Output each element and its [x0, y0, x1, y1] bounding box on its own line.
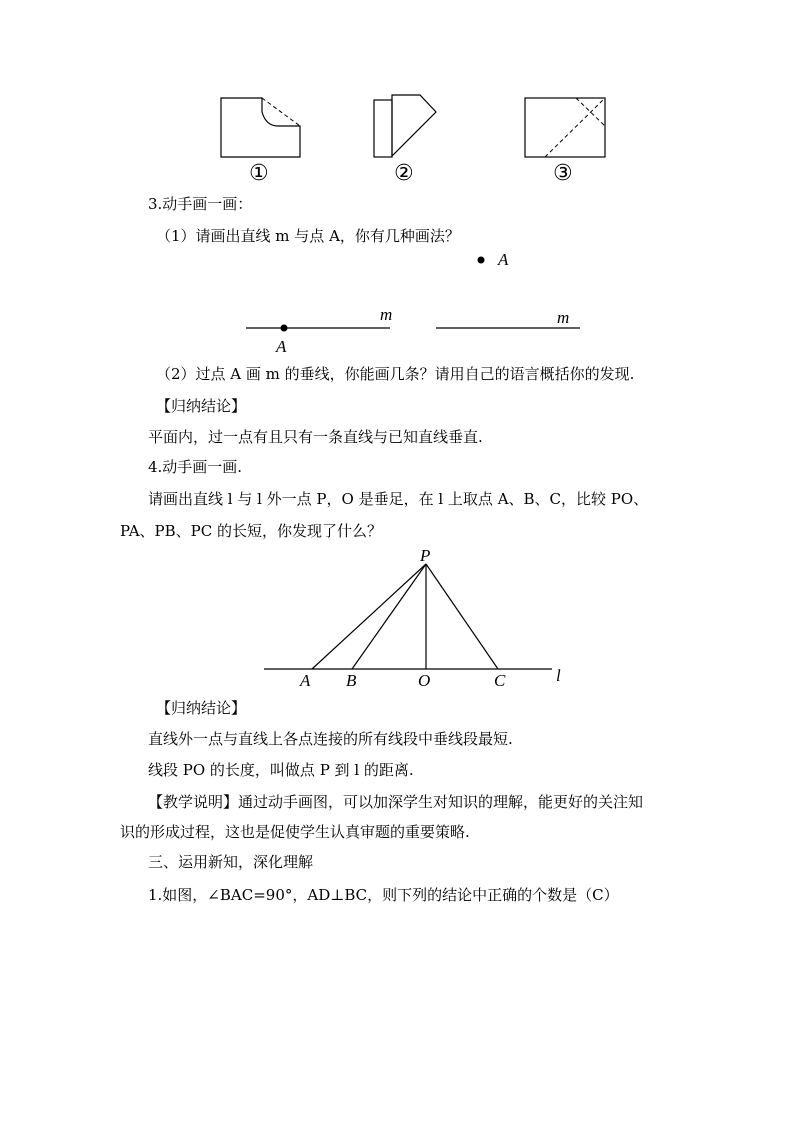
- section3-question1: （1）请画出直线 m 与点 A，你有几种画法？: [156, 227, 460, 245]
- conclusion2-text1: 直线外一点与直线上各点连接的所有线段中垂线段最短.: [148, 730, 513, 748]
- section4-text-line2: PA、PB、PC 的长短，你发现了什么？: [120, 522, 383, 540]
- label-o: O: [418, 671, 431, 690]
- line-m-left-label: m: [380, 305, 393, 324]
- segment-pc: [426, 564, 498, 669]
- figure-2-label: ②: [394, 161, 414, 186]
- section3-heading: 3.动手画一画：: [148, 195, 253, 213]
- label-b: B: [346, 671, 357, 690]
- section4-heading: 4.动手画一画.: [148, 458, 243, 476]
- conclusion1-heading: 【归纳结论】: [156, 397, 247, 415]
- teaching-note-line1: 【教学说明】通过动手画图，可以加深学生对知识的理解，能更好的关注知: [148, 793, 644, 811]
- point-a-label: A: [498, 250, 509, 269]
- figure-1-label: ①: [249, 161, 269, 186]
- line-m-right-label: m: [557, 308, 570, 327]
- conclusion2-text2: 线段 PO 的长度，叫做点 P 到 l 的距离.: [148, 761, 414, 779]
- figure-3-label: ③: [553, 161, 573, 186]
- label-a: A: [300, 671, 311, 690]
- conclusion1-text: 平面内，过一点有且只有一条直线与已知直线垂直.: [148, 428, 483, 446]
- label-c: C: [494, 671, 506, 690]
- label-l: l: [556, 666, 561, 685]
- teaching-note-line2: 识的形成过程，这也是促使学生认真审题的重要策略.: [120, 823, 470, 841]
- part3-heading: 三、运用新知，深化理解: [148, 853, 314, 871]
- section3-question2: （2）过点 A 画 m 的垂线，你能画几条？请用自己的语言概括你的发现.: [156, 365, 635, 383]
- point-a-on-line-label: A: [276, 337, 287, 356]
- conclusion2-heading: 【归纳结论】: [156, 699, 247, 717]
- segment-pa: [312, 564, 426, 669]
- part3-question1: 1.如图，∠BAC=90°，AD⊥BC，则下列的结论中正确的个数是（C）: [148, 886, 619, 904]
- label-p: P: [420, 546, 431, 565]
- section4-text-line1: 请画出直线 l 与 l 外一点 P，O 是垂足，在 l 上取点 A、B、C，比较 PO、: [148, 490, 649, 508]
- segment-pb: [352, 564, 426, 669]
